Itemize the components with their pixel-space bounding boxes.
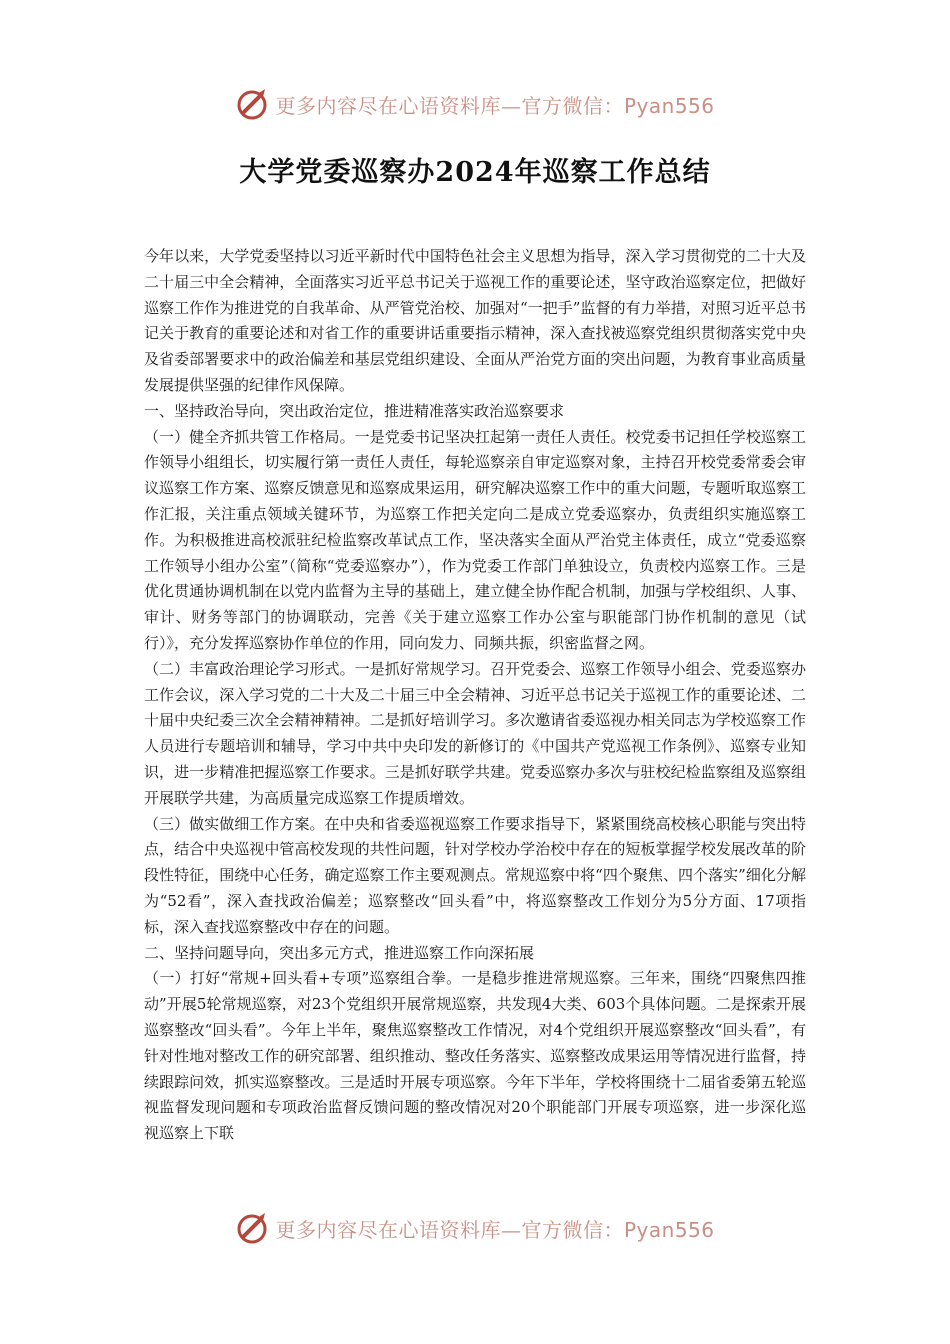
footer-watermark-banner <box>0 1208 950 1248</box>
body-paragraph: （二）丰富政治理论学习形式。一是抓好常规学习。召开党委会、巡察工作领导小组会、党委巡察办工作会议，深入学习党的二十大及二十届三中全会精神、习近平总书记关于巡视工作的重要论述、二十届中央纪委三次全会精神精神。二是抓好培训学习。多次邀请省委巡视办相关同志为学校巡察工作人员进行专题培训和辅导，学习中共中央印发的新修订的《中国共产党巡视工作条例》、巡察专业知识，进一步精准把握巡察工作要求。三是抓好联学共建。党委巡察办多次与驻校纪检监察组及巡察组开展联学共建，为高质量完成巡察工作提质增效。 <box>144 659 806 807</box>
brush-logo-icon <box>235 87 269 121</box>
body-paragraph: （一）健全齐抓共管工作格局。一是党委书记坚决扛起第一责任人责任。校党委书记担任学校巡察工作领导小组组长，切实履行第一责任人责任，每轮巡察亲自审定巡察对象，主持召开校党委常委会审议巡察工作方案、巡察反馈意见和巡察成果运用，研究解决巡察工作中的重大问题，专题听取巡察工作汇报，关注重点领域关键环节，为巡察工作把关定向二是成立党委巡察办，负责组织实施巡察工作。为积极推进高校派驻纪检监察改革试点工作，坚决落实全面从严治党主体责任，成立“党委巡察工作领导小组办公室”（简称“党委巡察办”），作为党委工作部门单独设立，负责校内巡察工作。三是优化贯通协调机制在以党内监督为主导的基础上，建立健全协作配合机制，加强与学校组织、人事、审计、财务等部门的协调联动，完善《关于建立巡察工作办公室与职能部门协作机制的意见（试行）》，充分发挥巡察协作单位的作用，同向发力、同频共振，织密监督之网。 <box>144 427 806 652</box>
footer-watermark-text: 更多内容尽在心语资料库—官方微信：Pyan556 <box>275 1217 715 1242</box>
section-heading-2: 二、坚持问题导向，突出多元方式，推进巡察工作向深拓展 <box>144 943 535 962</box>
header-watermark-banner <box>0 84 950 124</box>
body-paragraph: （三）做实做细工作方案。在中央和省委巡视巡察工作要求指导下，紧紧围绕高校核心职能与突出特点，结合中央巡视中管高校发现的共性问题，针对学校办学治校中存在的短板掌握学校发展改革的阶段性特征，围绕中心任务，确定巡察工作主要观测点。常规巡察中将“四个聚焦、四个落实”细化分解为“52看”，深入查找政治偏差；巡察整改“回头看”中，将巡察整改工作划分为5分方面、17项指标，深入查找巡察整改中存在的问题。 <box>144 814 806 936</box>
document-body <box>144 244 806 1147</box>
body-paragraph: （一）打好“常规+回头看+专项”巡察组合拳。一是稳步推进常规巡察。三年来，围绕“四聚焦四推动”开展5轮常规巡察，对23个党组织开展常规巡察，共发现4大类、603个具体问题。二是探索开展巡察整改“回头看”。今年上半年，聚焦巡察整改工作情况，对4个党组织开展巡察整改“回头看”，有针对性地对整改工作的研究部署、组织推动、整改任务落实、巡察整改成果运用等情况进行监督，持续跟踪问效，抓实巡察整改。三是适时开展专项巡察。今年下半年，学校将围绕十二届省委第五轮巡视监督发现问题和专项政治监督反馈问题的整改情况对20个职能部门开展专项巡察，进一步深化巡视巡察上下联 <box>144 969 806 1143</box>
header-watermark-text: 更多内容尽在心语资料库—官方微信：Pyan556 <box>275 93 715 118</box>
document-title: 大学党委巡察办2024年巡察工作总结 <box>239 157 711 188</box>
section-heading-1: 一、坚持政治导向，突出政治定位，推进精准落实政治巡察要求 <box>144 401 565 420</box>
intro-paragraph: 今年以来，大学党委坚持以习近平新时代中国特色社会主义思想为指导，深入学习贯彻党的二十大及二十届三中全会精神，全面落实习近平总书记关于巡视工作的重要论述，坚守政治巡察定位，把做好巡察工作作为推进党的自我革命、从严管党治校、加强对“一把手”监督的有力举措，对照习近平总书记关于教育的重要论述和对省工作的重要讲话重要指示精神，深入查找被巡察党组织贯彻落实党中央及省委部署要求中的政治偏差和基层党组织建设、全面从严治党方面的突出问题，为教育事业高质量发展提供坚强的纪律作风保障。 <box>144 247 806 394</box>
brush-logo-icon <box>235 1211 269 1245</box>
